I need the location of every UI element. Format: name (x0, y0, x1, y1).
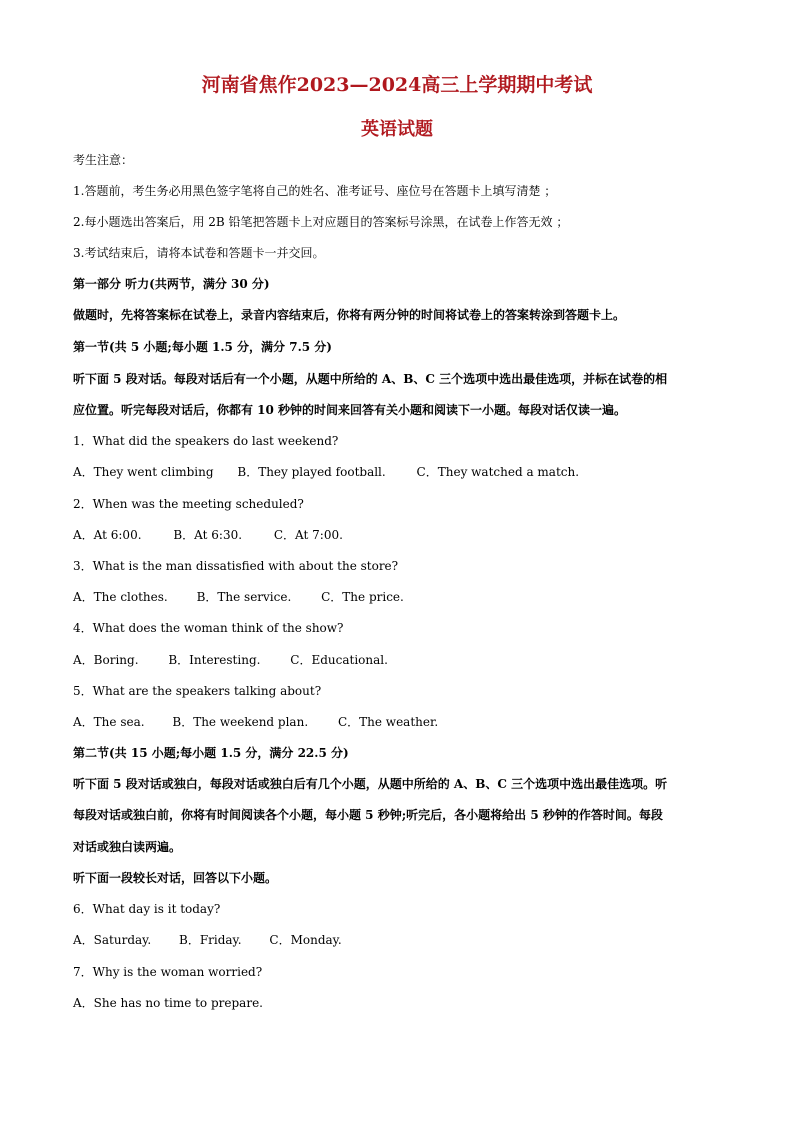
question-2-options (73, 527, 343, 543)
section2-heading: 第二节(共 15 小题;每小题 1.5 分，满分 22.5 分) (73, 746, 349, 760)
section1-heading: 第一节(共 5 小题;每小题 1.5 分，满分 7.5 分) (73, 340, 332, 354)
question-4-options (73, 652, 388, 668)
option-b: B．The weekend plan. (172, 715, 309, 729)
section2-sub-instruction: 听下面一段较长对话，回答以下小题。 (73, 871, 278, 885)
option-a: A．The sea. (73, 715, 145, 729)
option-a: A．She has no time to prepare. (73, 996, 263, 1010)
notice-item-1: 1.答题前，考生务必用黑色签字笔将自己的姓名、准考证号、座位号在答题卡上填写清楚 ； (73, 184, 557, 198)
question-5: 5．What are the speakers talking about? (73, 684, 322, 698)
exam-title: 河南省焦作2023—2024高三上学期期中考试 (201, 74, 593, 96)
option-c: C．The price. (321, 590, 404, 604)
option-a: A．Boring. (73, 653, 139, 667)
notice-heading: 考生注意： (73, 153, 134, 167)
notice-item-3: 3.考试结束后，请将本试卷和答题卡一并交回。 (73, 246, 325, 260)
section1-instruction-2: 应位置。听完每段对话后，你都有 10 秒钟的时间来回答有关小题和阅读下一小题。每段对话仅读一遍。 (73, 403, 627, 417)
question-3-options (73, 589, 404, 605)
question-2: 2．When was the meeting scheduled? (73, 497, 304, 511)
option-a: A．At 6:00. (73, 528, 142, 542)
part1-heading: 第一部分 听力(共两节，满分 30 分) (73, 277, 270, 291)
question-7-options (73, 995, 263, 1011)
question-4: 4．What does the woman think of the show? (73, 621, 344, 635)
option-a: A．The clothes. (73, 590, 168, 604)
option-c: C．The weather. (337, 715, 439, 729)
option-c: C．At 7:00. (273, 528, 343, 542)
option-a: A．They went climbing (73, 465, 214, 479)
section2-instruction-1: 听下面 5 段对话或独白，每段对话或独白后有几个小题，从题中所给的 A、B、C 三个选项中选出最佳选项。听 (73, 777, 668, 791)
question-7: 7．Why is the woman worried? (73, 965, 263, 979)
section2-instruction-2: 每段对话或独白前，你将有时间阅读各个小题，每小题 5 秒钟;听完后，各小题将给出 5 秒钟的作答时间。每段 (73, 808, 663, 822)
question-6-options (73, 932, 342, 948)
option-b: B．The service. (196, 590, 292, 604)
option-c: C．Monday. (269, 933, 342, 947)
option-b: B．Interesting. (168, 653, 261, 667)
exam-subtitle: 英语试题 (361, 119, 433, 140)
notice-item-2: 2.每小题选出答案后，用 2B 铅笔把答题卡上对应题目的答案标号涂黑，在试卷上作答无效 ； (73, 215, 569, 229)
question-1: 1．What did the speakers do last weekend? (73, 434, 339, 448)
option-b: B．At 6:30. (173, 528, 243, 542)
option-b: B．They played football. (237, 465, 386, 479)
question-6: 6．What day is it today? (73, 902, 221, 916)
part1-instruction: 做题时，先将答案标在试卷上，录音内容结束后，你将有两分钟的时间将试卷上的答案转涂到答题卡上。 (73, 308, 626, 322)
option-a: A．Saturday. (73, 933, 152, 947)
option-c: C．They watched a match. (416, 465, 580, 479)
option-c: C．Educational. (290, 653, 388, 667)
question-5-options (73, 714, 438, 730)
section1-instruction-1: 听下面 5 段对话。每段对话后有一个小题，从题中所给的 A、B、C 三个选项中选出最佳选项，并标在试卷的相 (73, 372, 668, 386)
question-3: 3．What is the man dissatisfied with about the store? (73, 559, 399, 573)
question-1-options (73, 464, 579, 480)
option-b: B．Friday. (179, 933, 242, 947)
section2-instruction-3: 对话或独白读两遍。 (73, 840, 182, 854)
